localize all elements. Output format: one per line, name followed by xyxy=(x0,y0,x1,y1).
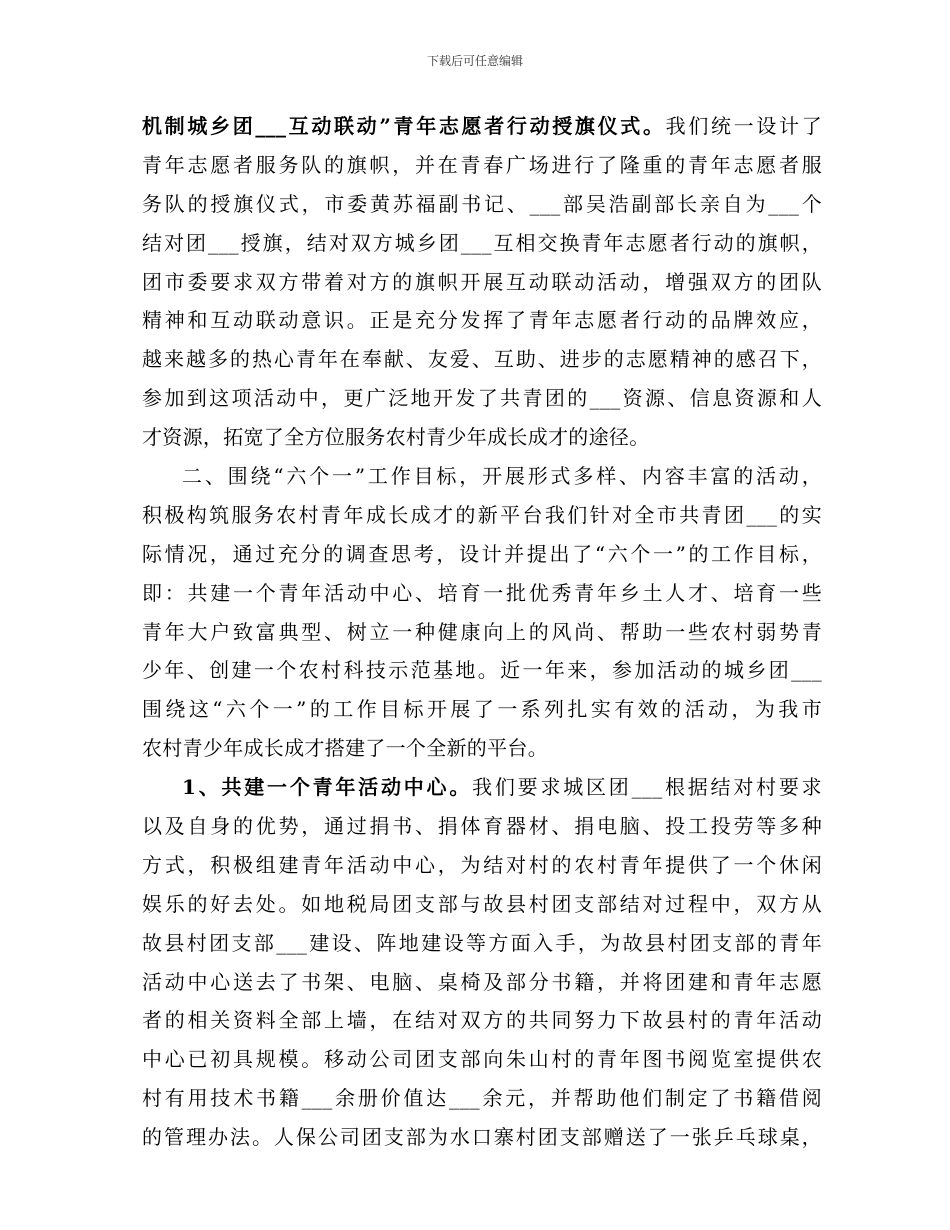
text-line xyxy=(142,535,822,574)
page-header: 下载后可任意编辑 xyxy=(426,54,523,68)
text-line xyxy=(142,496,822,535)
body-text: 结对团___授旗，结对双方城乡团___互相交换青年志愿者行动的旗帜， xyxy=(142,230,822,255)
body-text: 务队的授旗仪式，市委黄苏福副书记、___部吴浩副部长亲自为___个 xyxy=(142,191,822,216)
text-line xyxy=(142,729,822,768)
body-text: 故县村团支部___建设、阵地建设等方面入手，为故县村团支部的青年 xyxy=(142,930,822,955)
text-line xyxy=(142,768,822,807)
text-line xyxy=(142,963,822,1002)
text-line xyxy=(142,690,822,729)
paragraph xyxy=(142,768,822,1157)
body-text: 才资源，拓宽了全方位服务农村青少年成长成才的途径。 xyxy=(142,425,650,450)
body-text: 少年、创建一个农村科技示范基地。近一年来，参加活动的城乡团___ xyxy=(142,658,822,683)
text-line xyxy=(142,263,822,302)
text-line xyxy=(142,224,822,263)
body-text: 方式，积极组建青年活动中心，为结对村的农村青年提供了一个休闲 xyxy=(142,852,822,877)
body-text: 我们要求城区团___根据结对村要求 xyxy=(472,775,822,800)
text-line xyxy=(142,185,822,224)
paragraph xyxy=(142,107,822,457)
text-line xyxy=(142,613,822,652)
body-text: 即：共建一个青年活动中心、培育一批优秀青年乡土人才、培育一些 xyxy=(142,580,822,605)
text-line xyxy=(142,1118,822,1157)
body-text: 精神和互动联动意识。正是充分发挥了青年志愿者行动的品牌效应， xyxy=(142,308,822,333)
text-line xyxy=(142,1001,822,1040)
text-line xyxy=(142,807,822,846)
text-line xyxy=(142,107,822,146)
body-text: 的管理办法。人保公司团支部为水口寨村团支部赠送了一张乒乓球桌， xyxy=(142,1125,822,1150)
body-text: 村有用技术书籍___余册价值达___余元，并帮助他们制定了书籍借阅 xyxy=(142,1086,822,1111)
text-line xyxy=(142,379,822,418)
text-line xyxy=(142,418,822,457)
body-text: 活动中心送去了书架、电脑、桌椅及部分书籍，并将团建和青年志愿 xyxy=(142,969,822,994)
paragraph xyxy=(142,457,822,768)
body-text: 青年大户致富典型、树立一种健康向上的风尚、帮助一些农村弱势青 xyxy=(142,619,822,644)
body-text: 者的相关资料全部上墙，在结对双方的共同努力下故县村的青年活动 xyxy=(142,1008,822,1033)
text-line xyxy=(142,146,822,185)
body-text: 际情况，通过充分的调查思考，设计并提出了“六个一”的工作目标， xyxy=(142,541,822,566)
body-text: 积极构筑服务农村青年成长成才的新平台我们针对全市共青团___的实 xyxy=(142,502,822,527)
bold-heading-text: 1、共建一个青年活动中心。 xyxy=(182,775,473,800)
body-text: 团市委要求双方带着对方的旗帜开展互动联动活动，增强双方的团队 xyxy=(142,269,822,294)
text-line xyxy=(142,457,822,496)
body-text: 农村青少年成长成才搭建了一个全新的平台。 xyxy=(142,736,548,761)
text-line xyxy=(142,651,822,690)
body-text: 娱乐的好去处。如地税局团支部与故县村团支部结对过程中，双方从 xyxy=(142,891,822,916)
text-line xyxy=(142,1079,822,1118)
text-line xyxy=(142,846,822,885)
document-body xyxy=(142,107,822,1157)
text-line xyxy=(142,1040,822,1079)
body-text: 越来越多的热心青年在奉献、友爱、互助、进步的志愿精神的感召下， xyxy=(142,347,822,372)
body-text: 中心已初具规模。移动公司团支部向朱山村的青年图书阅览室提供农 xyxy=(142,1047,822,1072)
text-line xyxy=(142,301,822,340)
text-line xyxy=(142,885,822,924)
body-text: 二、围绕“六个一”工作目标，开展形式多样、内容丰富的活动， xyxy=(182,464,822,489)
text-line xyxy=(142,340,822,379)
text-line xyxy=(142,574,822,613)
text-line xyxy=(142,924,822,963)
body-text: 我们统一设计了 xyxy=(665,114,822,138)
body-text: 参加到这项活动中，更广泛地开发了共青团的___资源、信息资源和人 xyxy=(142,386,822,411)
body-text: 以及自身的优势，通过捐书、捐体育器材、捐电脑、投工投劳等多种 xyxy=(142,814,822,839)
bold-heading-text: 机制城乡团___互动联动”青年志愿者行动授旗仪式。 xyxy=(142,114,666,138)
body-text: 青年志愿者服务队的旗帜，并在青春广场进行了隆重的青年志愿者服 xyxy=(142,152,822,177)
body-text: 围绕这“六个一”的工作目标开展了一系列扎实有效的活动，为我市 xyxy=(142,697,822,722)
